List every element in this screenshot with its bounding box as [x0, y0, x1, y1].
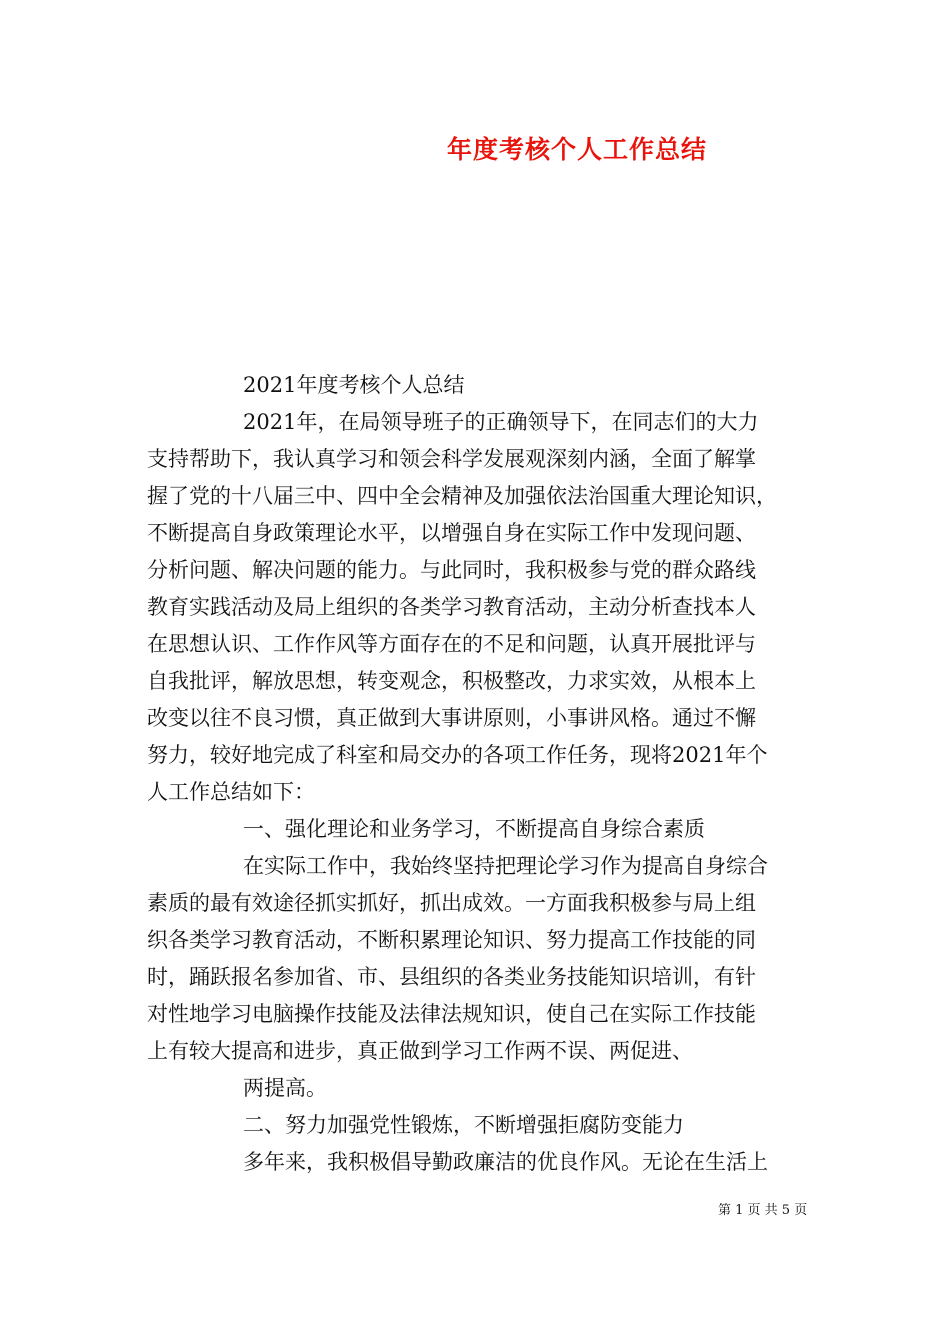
body-text-line: 分析问题、解决问题的能力。与此同时，我积极参与党的群众路线	[147, 558, 756, 582]
subtitle-line: 2021年度考核个人总结	[243, 373, 465, 397]
section-heading-1: 一、强化理论和业务学习，不断提高自身综合素质	[243, 817, 705, 841]
body-text-line: 自我批评，解放思想，转变观念，积极整改，力求实效，从根本上	[147, 669, 756, 693]
body-text-line: 支持帮助下，我认真学习和领会科学发展观深刻内涵，全面了解掌	[147, 447, 756, 471]
body-text-line: 对性地学习电脑操作技能及法律法规知识，使自己在实际工作技能	[147, 1002, 756, 1026]
body-text-line: 在实际工作中，我始终坚持把理论学习作为提高自身综合	[243, 854, 768, 878]
body-text-line: 上有较大提高和进步，真正做到学习工作两不误、两促进、	[147, 1039, 693, 1063]
body-text-line: 人工作总结如下：	[147, 780, 315, 804]
body-text-line: 两提高。	[243, 1076, 327, 1100]
body-text-line: 时，踊跃报名参加省、市、县组织的各类业务技能知识培训，有针	[147, 965, 756, 989]
body-text-line: 不断提高自身政策理论水平，以增强自身在实际工作中发现问题、	[147, 521, 756, 545]
document-title: 年度考核个人工作总结	[447, 135, 708, 164]
body-text-line: 素质的最有效途径抓实抓好，抓出成效。一方面我积极参与局上组	[147, 891, 756, 915]
page-number-footer: 第 1 页 共 5 页	[718, 1203, 808, 1218]
body-text-line: 改变以往不良习惯，真正做到大事讲原则，小事讲风格。通过不懈	[147, 706, 756, 730]
body-text-line: 2021年，在局领导班子的正确领导下，在同志们的大力	[243, 410, 759, 434]
body-text-line: 织各类学习教育活动，不断积累理论知识、努力提高工作技能的同	[147, 928, 756, 952]
body-text-line: 多年来，我积极倡导勤政廉洁的优良作风。无论在生活上	[243, 1150, 768, 1174]
body-text-line: 努力，较好地完成了科室和局交办的各项工作任务，现将2021年个	[147, 743, 768, 767]
body-text-line: 在思想认识、工作作风等方面存在的不足和问题，认真开展批评与	[147, 632, 756, 656]
section-heading-2: 二、努力加强党性锻炼，不断增强拒腐防变能力	[243, 1113, 684, 1137]
body-text-line: 教育实践活动及局上组织的各类学习教育活动，主动分析查找本人	[147, 595, 756, 619]
body-text-line: 握了党的十八届三中、四中全会精神及加强依法治国重大理论知识，	[147, 484, 777, 508]
